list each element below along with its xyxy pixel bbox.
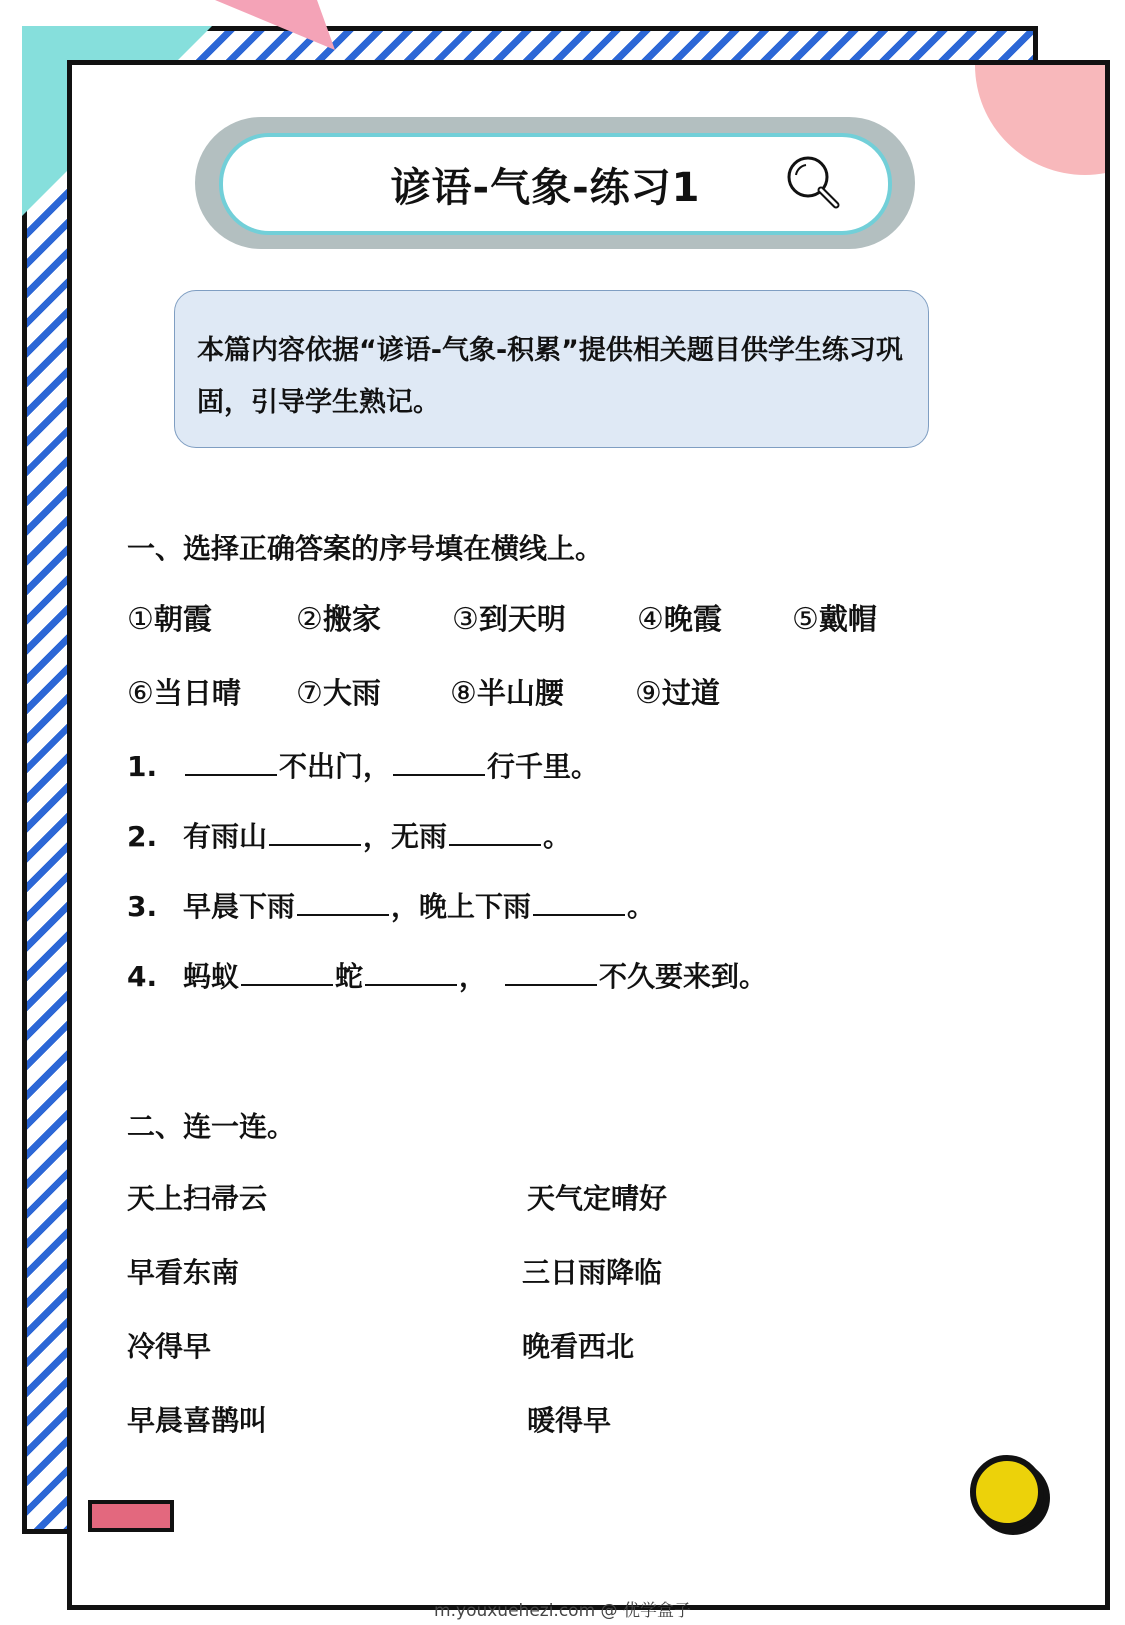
question-2: 2. 有雨山 ，无雨 。: [127, 820, 572, 853]
answer-blank[interactable]: [393, 750, 485, 776]
worksheet-page: [67, 60, 1110, 1610]
question-3: 3. 早晨下雨 ，晚上下雨 。: [127, 890, 656, 923]
title-banner: [195, 117, 915, 249]
option-item: ②搬家: [296, 602, 381, 637]
watermark: m.youxuehezi.com @ 优学盒子: [434, 1601, 691, 1621]
match-left-item[interactable]: 冷得早: [127, 1330, 212, 1363]
match-right-item[interactable]: 暖得早: [527, 1404, 612, 1437]
answer-blank[interactable]: [533, 890, 625, 916]
answer-blank[interactable]: [449, 820, 541, 846]
option-item: ③到天明: [452, 602, 566, 637]
match-left-item[interactable]: 天上扫帚云: [127, 1182, 268, 1215]
option-item: ⑥当日晴: [127, 676, 241, 711]
question-1: 1. 不出门， 行千里。: [127, 750, 600, 783]
section1-heading: 一、选择正确答案的序号填在横线上。: [127, 532, 604, 565]
yellow-dot-decoration: [970, 1455, 1044, 1529]
match-right-item[interactable]: 三日雨降临: [522, 1256, 663, 1289]
option-item: ④晚霞: [637, 602, 722, 637]
pink-circle-decoration: [975, 60, 1110, 175]
match-right-item[interactable]: 晚看西北: [522, 1330, 635, 1363]
match-left-item[interactable]: 早晨喜鹊叫: [127, 1404, 268, 1437]
match-right-item[interactable]: 天气定晴好: [527, 1182, 668, 1215]
answer-blank[interactable]: [185, 750, 277, 776]
page-title: 谚语-气象-练习1: [390, 164, 701, 211]
pink-rect-decoration: [88, 1500, 174, 1532]
question-4: 4. 蚂蚁 蛇 ， 不久要来到。: [127, 960, 768, 993]
answer-blank[interactable]: [505, 960, 597, 986]
magnifier-icon: [784, 153, 844, 213]
title-inner: [219, 133, 892, 235]
section2-heading: 二、连一连。: [127, 1110, 296, 1143]
answer-blank[interactable]: [365, 960, 457, 986]
intro-box: [174, 290, 929, 448]
option-item: ①朝霞: [127, 602, 212, 637]
answer-blank[interactable]: [241, 960, 333, 986]
answer-blank[interactable]: [269, 820, 361, 846]
intro-text: 本篇内容依据“谚语-气象-积累”提供相关题目供学生练习巩固，引导学生熟记。: [197, 335, 903, 418]
option-item: ⑨过道: [635, 676, 720, 711]
option-item: ⑧半山腰: [450, 676, 564, 711]
match-left-item[interactable]: 早看东南: [127, 1256, 240, 1289]
answer-blank[interactable]: [297, 890, 389, 916]
option-item: ⑤戴帽: [792, 602, 877, 637]
option-item: ⑦大雨: [296, 676, 381, 711]
